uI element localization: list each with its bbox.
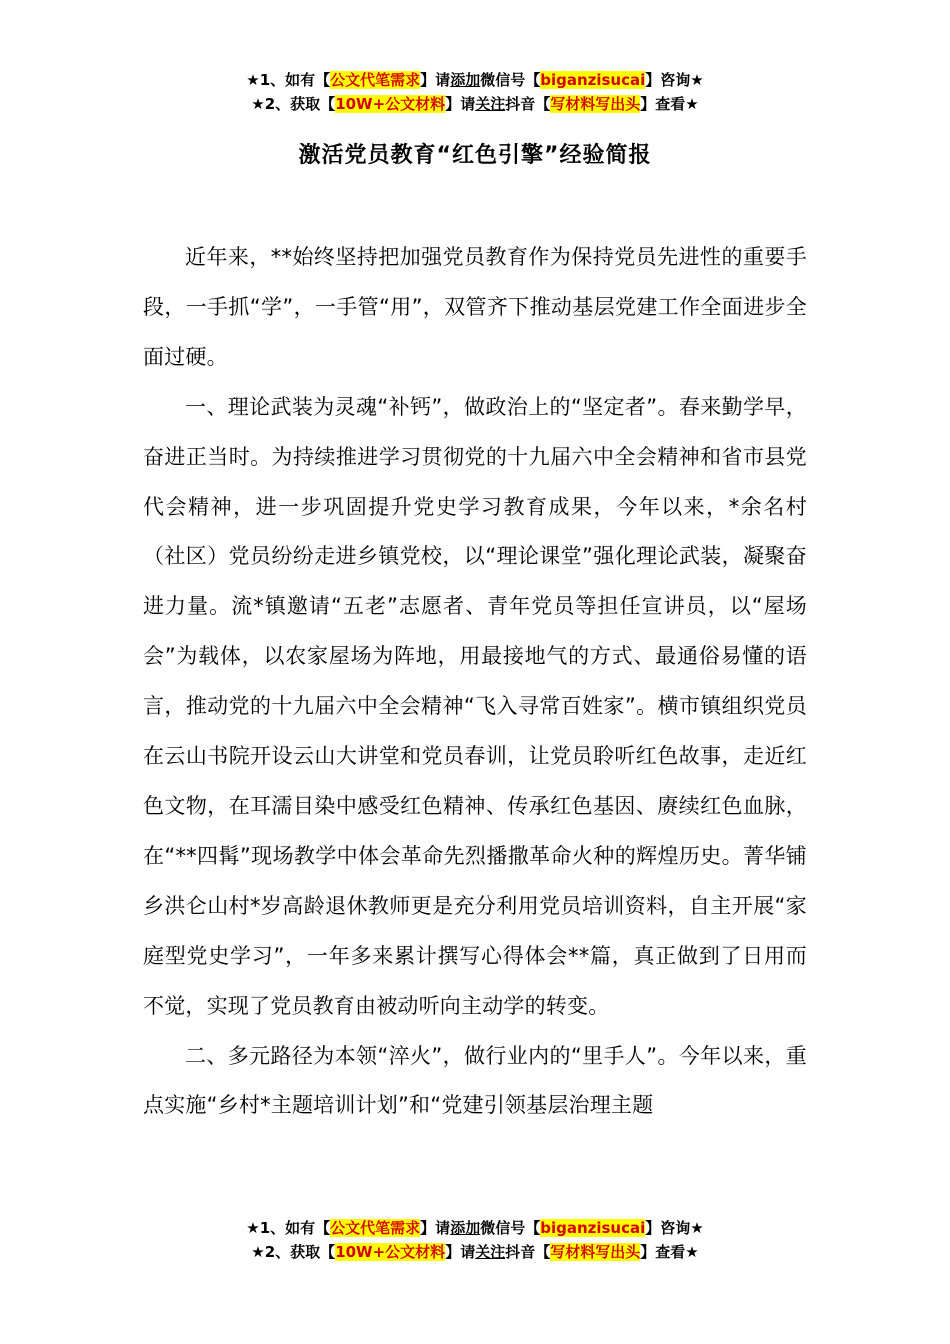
promo-line-2: ★2、获取【10W+公文材料】请关注抖音【写材料写出头】查看★ (251, 95, 699, 113)
highlight-materials: 10W+公文材料 (335, 1243, 446, 1261)
highlight-douyin: 写材料写出头 (550, 1243, 641, 1261)
promo-banner-bottom (0, 1216, 950, 1264)
paragraph-intro: 近年来，**始终坚持把加强党员教育作为保持党员先进性的重要手段，一手抓“学”，一手管“用”，双管齐下推动基层党建工作全面进步全面过硬。 (143, 245, 807, 369)
promo-banner-top (0, 68, 950, 116)
paragraph-section-2: 二、多元路径为本领“淬火”，做行业内的“里手人”。今年以来，重点实施“乡村*主题培训计划”和“党建引领基层治理主题 (143, 1043, 807, 1118)
document-body (143, 233, 807, 1131)
promo-line-1: ★1、如有【公文代笔需求】请添加微信号【biganzisucai】咨询★ (246, 71, 704, 89)
highlight-service: 公文代笔需求 (330, 1219, 421, 1237)
highlight-service: 公文代笔需求 (330, 71, 421, 89)
paragraph-section-1: 一、理论武装为灵魂“补钙”，做政治上的“坚定者”。春来勤学早，奋进正当时。为持续推进学习贯彻党的十九届六中全会精神和省市县党代会精神，进一步巩固提升党史学习教育成果，今年以来，*余名村（社区）党员纷纷走进乡镇党校，以“理论课堂”强化理论武装，凝聚奋进力量。流*镇邀请“五老”志愿者、青年党员等担任宣讲员，以“屋场会”为载体，以农家屋场为阵地，用最接地气的方式、最通俗易懂的语言，推动党的十九届六中全会精神“飞入寻常百姓家”。横市镇组织党员在云山书院开设云山大讲堂和党员春训，让党员聆听红色故事，走近红色文物，在耳濡目染中感受红色精神、传承红色基因、赓续红色血脉，在“**四髯”现场教学中体会革命先烈播撒革命火种的辉煌历史。菁华铺乡洪仑山村*岁高龄退休教师更是充分利用党员培训资料，自主开展“家庭型党史学习”，一年多来累计撰写心得体会**篇，真正做到了日用而不觉，实现了党员教育由被动听向主动学的转变。 (143, 394, 807, 1018)
promo-line-1: ★1、如有【公文代笔需求】请添加微信号【biganzisucai】咨询★ (246, 1219, 704, 1237)
promo-line-2: ★2、获取【10W+公文材料】请关注抖音【写材料写出头】查看★ (251, 1243, 699, 1261)
highlight-douyin: 写材料写出头 (550, 95, 641, 113)
highlight-materials: 10W+公文材料 (335, 95, 446, 113)
document-title: 激活党员教育“红色引擎”经验简报 (298, 143, 652, 168)
highlight-wechat-id: biganzisucai (540, 1219, 646, 1237)
highlight-wechat-id: biganzisucai (540, 71, 646, 89)
